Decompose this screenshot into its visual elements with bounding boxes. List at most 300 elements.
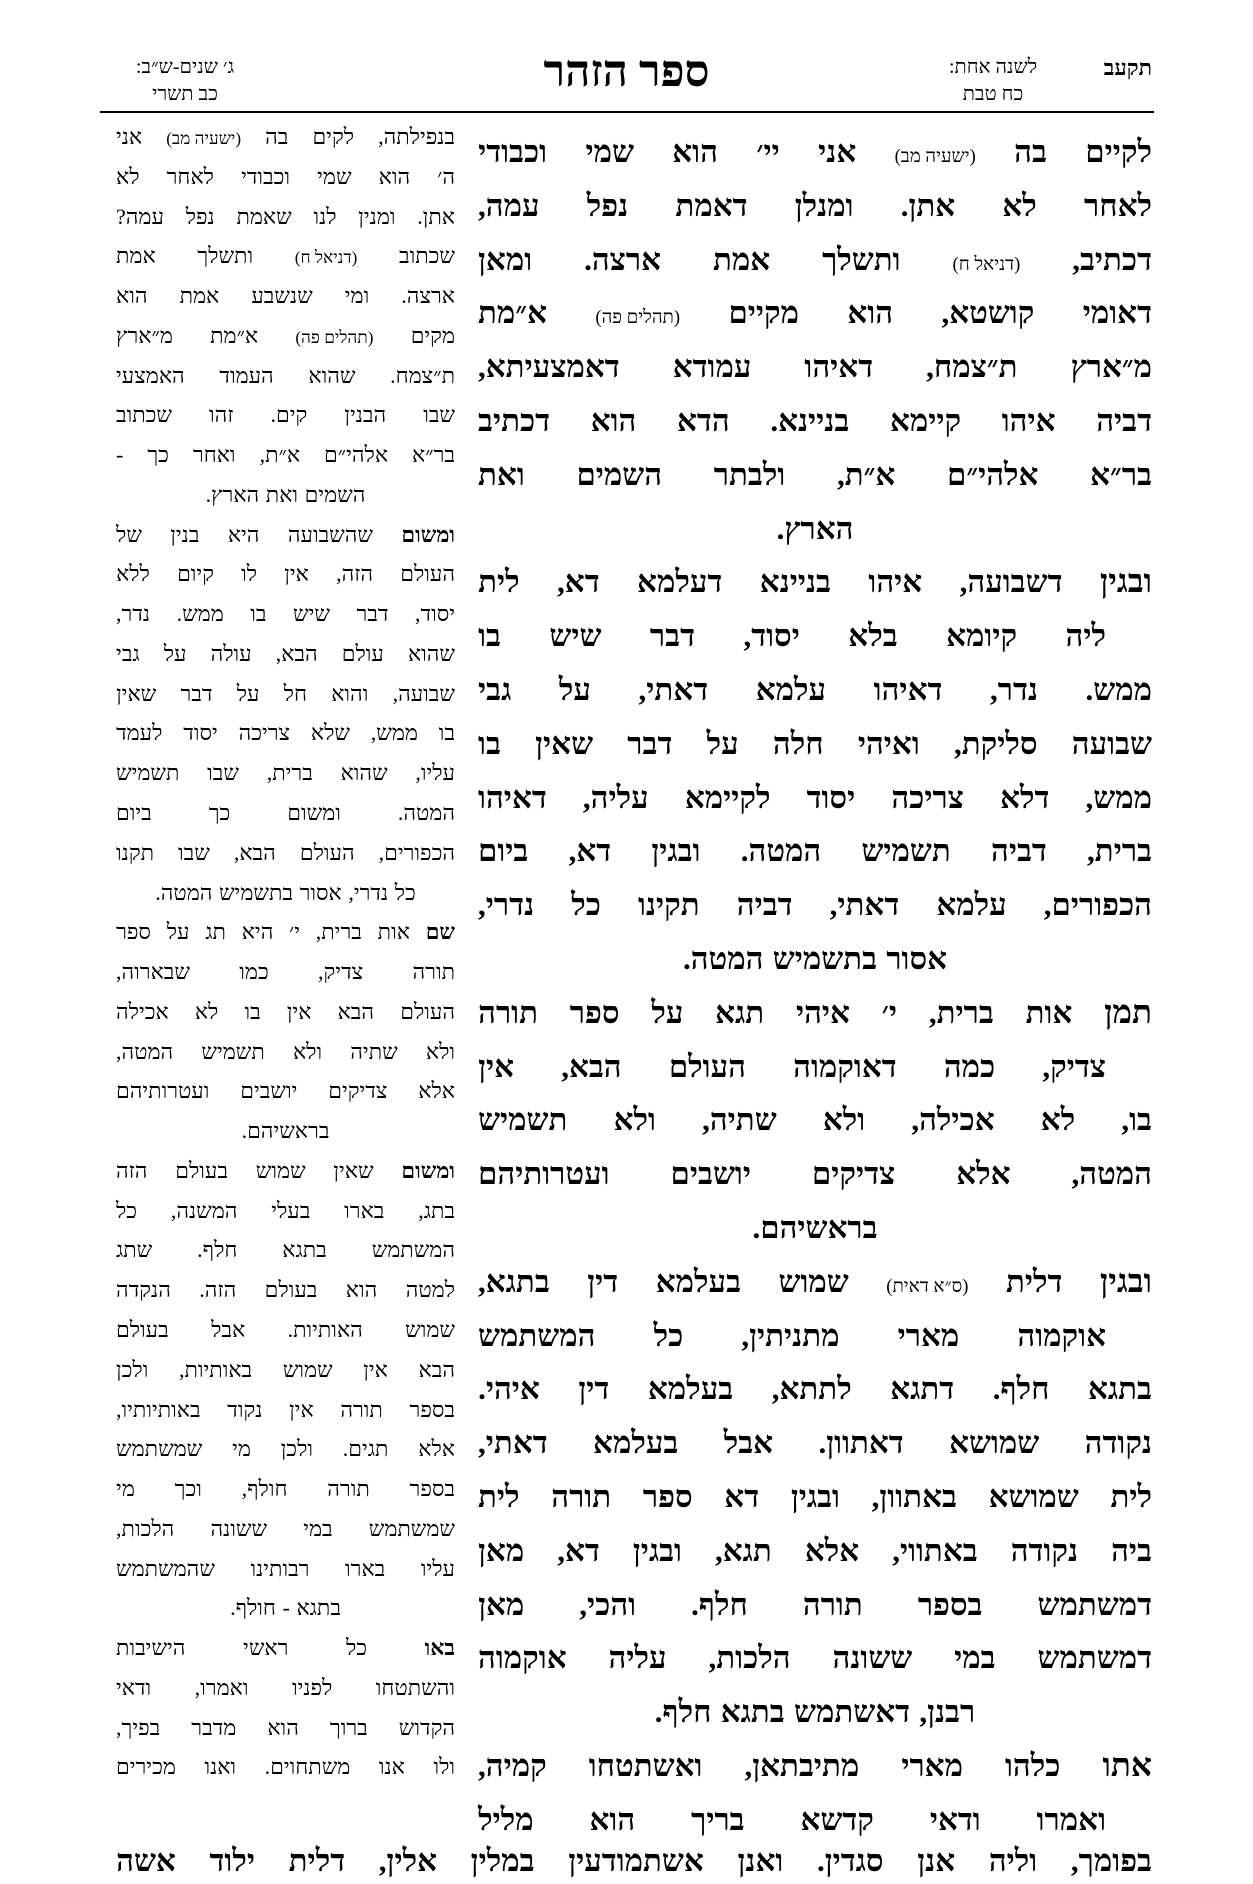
word: העולם xyxy=(668,1048,746,1084)
word: בראשיהם. xyxy=(752,1209,878,1245)
word: ומאן xyxy=(478,241,533,277)
translation-line xyxy=(116,554,455,594)
translation-line xyxy=(116,1191,455,1231)
zohar-line xyxy=(478,878,1152,932)
word: סליקת, xyxy=(954,725,1038,761)
word: הבא, xyxy=(233,839,276,865)
word: אבל xyxy=(723,1425,774,1461)
word: הבא xyxy=(337,998,375,1024)
word: הכפורים, xyxy=(1043,887,1152,923)
zohar-line xyxy=(478,1739,1152,1793)
word: בר״א xyxy=(1090,456,1152,492)
word: שמשתמש xyxy=(116,1436,203,1462)
word: נדרי, xyxy=(348,879,389,905)
zohar-closing-line xyxy=(116,1839,1152,1883)
translation-line xyxy=(116,873,455,913)
word: מתיבתאן, xyxy=(744,1747,860,1783)
word: אמת xyxy=(179,283,220,309)
word: בו xyxy=(250,601,267,627)
word: האותיות. xyxy=(287,1316,363,1342)
word: בו, xyxy=(1121,1102,1152,1138)
word: לקיימא xyxy=(684,779,771,815)
word: על xyxy=(163,640,187,666)
word: אתן. xyxy=(417,203,455,229)
word: המטה. xyxy=(740,833,822,869)
word: דאתוון. xyxy=(818,1425,904,1461)
word: על xyxy=(166,919,190,945)
word: יי׳ xyxy=(756,134,780,169)
word: תשמיש xyxy=(478,1102,568,1138)
zohar-line xyxy=(478,663,1152,717)
word: רבנן, xyxy=(919,1694,976,1730)
translation-line xyxy=(116,316,455,356)
word: דשבועה, xyxy=(959,564,1063,600)
word: אלא xyxy=(956,1156,1011,1192)
word: משתחוים. xyxy=(264,1754,351,1780)
word: בעלמא xyxy=(593,1425,679,1461)
word: ילוד xyxy=(209,1843,255,1878)
word: בניינא. xyxy=(770,402,850,438)
word: העולם xyxy=(400,561,455,587)
word: רבותינו xyxy=(250,1555,310,1581)
word: ולא xyxy=(292,1038,323,1064)
word: ביום xyxy=(116,800,152,826)
word: שבו xyxy=(178,839,210,865)
word: חולף, xyxy=(241,1476,288,1502)
word: שאין xyxy=(116,680,157,706)
word: קיימא xyxy=(889,402,962,438)
translation-line xyxy=(116,395,455,435)
translation-line xyxy=(116,753,455,793)
word: א״מת xyxy=(210,322,259,348)
word: השמים xyxy=(576,456,663,492)
word: הוא xyxy=(378,163,411,189)
word: אין xyxy=(289,1396,314,1422)
word: מקים xyxy=(410,322,455,348)
word: כל xyxy=(346,1635,368,1661)
word: הלכות, xyxy=(708,1640,791,1676)
word: בתגא xyxy=(1088,1371,1152,1407)
word: והשתטחו xyxy=(375,1674,455,1700)
word: שמושא xyxy=(949,1425,1040,1461)
word: יושבים xyxy=(670,1156,751,1192)
word: דכתיב xyxy=(478,402,551,438)
word: בלא xyxy=(848,618,898,654)
word: במלין xyxy=(470,1843,535,1878)
word: שמי xyxy=(317,163,352,189)
paragraph-opening-word: ומשום xyxy=(401,521,455,547)
word: דביה xyxy=(991,833,1047,869)
word: מליל xyxy=(478,1801,534,1837)
word: בספר xyxy=(409,1396,455,1422)
word: בנין xyxy=(170,521,200,547)
word: אין xyxy=(478,1048,514,1084)
word: תשמיש xyxy=(116,760,180,786)
word: צריכה xyxy=(891,779,964,815)
word: אלהי״ם xyxy=(324,442,389,468)
word: אנו xyxy=(378,1754,405,1780)
word: דאיהו xyxy=(804,349,874,385)
word: ואמרו xyxy=(1036,1801,1106,1837)
zohar-line xyxy=(478,125,1152,179)
word: המטה, xyxy=(116,1038,174,1064)
word: ה׳ xyxy=(437,163,455,189)
word: בר״א xyxy=(412,442,455,468)
word: ממש, xyxy=(370,720,418,746)
word: ולכן xyxy=(280,1436,313,1462)
word: היא xyxy=(227,521,260,547)
word: דאמת xyxy=(675,187,748,223)
word: בעולם xyxy=(116,1316,169,1342)
translation-line xyxy=(116,435,455,475)
word: דא, xyxy=(557,564,600,600)
word: בעלמא xyxy=(647,1371,734,1407)
word: אוקמוה xyxy=(1017,1317,1106,1353)
word: לאחר xyxy=(1084,187,1152,223)
word: ללא xyxy=(116,561,150,587)
word: עמה? xyxy=(116,203,164,229)
word: הבא, xyxy=(275,640,318,666)
word: לא xyxy=(194,998,219,1024)
word: תורה xyxy=(802,1586,863,1622)
word: קמיה, xyxy=(478,1747,547,1783)
word: ובגין xyxy=(790,1478,840,1514)
word: דאתי, xyxy=(638,671,709,707)
word: דאתי, xyxy=(829,887,900,923)
word: אין xyxy=(286,998,312,1024)
word: ומי xyxy=(344,283,370,309)
word: היא xyxy=(241,919,274,945)
word: שבועה xyxy=(1071,725,1152,761)
word: וכך xyxy=(174,1476,202,1502)
word: בתג, xyxy=(418,1197,455,1223)
translation-line xyxy=(116,1151,455,1191)
word: תשמיש xyxy=(861,833,951,869)
translation-line xyxy=(116,1588,455,1628)
verse-reference: (תהלים פה) xyxy=(295,327,374,347)
word: ברית, xyxy=(315,919,362,945)
word: ולא xyxy=(613,1102,656,1138)
word: חולף. xyxy=(230,1595,276,1621)
zohar-line xyxy=(478,932,1152,986)
word: נקודה xyxy=(1084,1425,1152,1461)
word: מ״ארץ xyxy=(1070,349,1152,385)
word: עמה, xyxy=(478,187,540,223)
word: חלה xyxy=(772,725,824,761)
word: כל xyxy=(571,887,601,923)
verse-reference: (ישעיה מב) xyxy=(894,146,976,167)
translation-line xyxy=(116,197,455,237)
word: כל xyxy=(394,879,416,905)
word: הבא xyxy=(418,1356,455,1382)
word: עליו, xyxy=(415,760,455,786)
word: בתגא xyxy=(720,1694,785,1730)
word: עליה, xyxy=(582,779,649,815)
word: ואחר xyxy=(192,442,236,468)
word: ודאי xyxy=(116,1674,152,1700)
word: למטה xyxy=(405,1277,455,1303)
page-number: תקעב xyxy=(1103,55,1152,80)
word: בארו xyxy=(344,1197,385,1223)
zohar-line xyxy=(478,340,1152,394)
word: דין xyxy=(587,1263,619,1299)
word: ספר xyxy=(642,1478,693,1514)
word: שמושא xyxy=(988,1478,1079,1514)
word: שהוא xyxy=(340,760,388,786)
translation-line xyxy=(116,276,455,316)
word: דין xyxy=(578,1371,610,1407)
translation-line xyxy=(116,1310,455,1350)
word: קדשא xyxy=(800,1801,874,1837)
zohar-aramaic-column xyxy=(478,125,1152,1847)
word: ודאי xyxy=(929,1801,981,1837)
word: דאשתמש xyxy=(794,1694,911,1730)
word: נקודה xyxy=(1010,1532,1079,1568)
word: ספר xyxy=(116,919,151,945)
word: תורה xyxy=(327,1476,370,1502)
word: שהשבועה xyxy=(287,521,373,547)
word: על xyxy=(236,680,260,706)
word: על xyxy=(706,725,739,761)
word: לנו xyxy=(313,203,337,229)
word: המשתמש xyxy=(371,1237,455,1263)
word: חלף. xyxy=(654,1694,712,1730)
translation-line xyxy=(116,1469,455,1509)
word: אלא xyxy=(804,1532,860,1568)
word: איהו xyxy=(868,564,923,600)
word: ואשתטחו xyxy=(588,1747,703,1783)
word: כמו xyxy=(239,959,269,985)
word: המטה, xyxy=(1071,1156,1152,1192)
header-rule xyxy=(100,111,1154,113)
word: הזה xyxy=(116,1157,148,1183)
word: עלמא xyxy=(936,887,1007,923)
zohar-line xyxy=(478,233,1152,287)
translation-line xyxy=(116,1230,455,1270)
paragraph-opening-word: ומשום xyxy=(401,1157,455,1183)
zohar-line xyxy=(478,1040,1106,1094)
word: אשתמודעין xyxy=(568,1843,704,1878)
word: תגים. xyxy=(342,1436,389,1462)
word: דתגא xyxy=(890,1371,955,1407)
translation-line xyxy=(116,1668,455,1708)
word: מי xyxy=(232,1436,251,1462)
word: הוא xyxy=(267,1714,299,1740)
zohar-line xyxy=(478,1309,1106,1363)
zohar-line xyxy=(478,1416,1152,1470)
word: הישיבות xyxy=(116,1635,186,1661)
word: דאמצעיתא, xyxy=(478,349,620,385)
word: חלף. xyxy=(691,1586,748,1622)
word: גבי xyxy=(116,640,140,666)
word: ליה xyxy=(1065,618,1106,654)
word: ת״צמח, xyxy=(926,349,1018,385)
word: אסור xyxy=(886,940,948,976)
word: ומנין xyxy=(358,203,396,229)
word: שמוש xyxy=(282,1356,333,1382)
verse-reference: (דניאל ח) xyxy=(952,253,1021,275)
word: מ״ארץ xyxy=(116,322,173,348)
word: נדרי, xyxy=(478,887,535,923)
word: שבו xyxy=(423,402,455,428)
word: שנשבע xyxy=(251,283,313,309)
word: בעולם xyxy=(175,1157,228,1183)
translation-line xyxy=(116,793,455,833)
word: חל xyxy=(283,680,307,706)
word: לית xyxy=(1110,1478,1152,1514)
word: אות xyxy=(1025,994,1073,1030)
word: לתתא, xyxy=(771,1371,852,1407)
word: יסוד, xyxy=(415,601,455,627)
translation-line xyxy=(116,356,455,396)
word: מארי xyxy=(897,1317,960,1353)
word: א״מת xyxy=(478,295,547,331)
word: המטה. xyxy=(682,940,764,976)
word: ואת xyxy=(478,456,525,492)
word: הוא xyxy=(590,402,637,438)
word: חלף. xyxy=(992,1371,1050,1407)
word: עלמא xyxy=(755,671,827,707)
word: אלהי״ם xyxy=(946,456,1039,492)
word: יסוד xyxy=(183,720,218,746)
word: בספר xyxy=(409,1476,455,1502)
word: בריך xyxy=(691,1801,745,1837)
word: דבר xyxy=(356,601,389,627)
word: השמים xyxy=(304,481,366,507)
word: שכתוב xyxy=(399,243,455,269)
translation-line xyxy=(116,1509,455,1549)
word: דאומי xyxy=(1082,295,1152,331)
word: שבועה, xyxy=(392,680,455,706)
translation-line xyxy=(116,475,455,515)
word: יסוד, xyxy=(743,618,800,654)
word: הוא xyxy=(589,1801,636,1837)
zohar-line xyxy=(478,1631,1152,1685)
word: אלין, xyxy=(378,1843,437,1878)
word: דלא xyxy=(1000,779,1050,815)
word: הארץ. xyxy=(205,481,260,507)
word: לעמד xyxy=(116,720,163,746)
word: ואנו xyxy=(204,1754,237,1780)
word: דלית xyxy=(1005,1263,1063,1299)
word: קושטא, xyxy=(941,295,1035,331)
word: - xyxy=(116,442,124,468)
word: כלהו xyxy=(1005,1747,1061,1783)
word: ואנן xyxy=(737,1843,784,1878)
word: תורה xyxy=(478,994,539,1030)
word: על xyxy=(651,994,684,1030)
word: על xyxy=(558,671,591,707)
paragraph-opening-word: ובגין xyxy=(1099,564,1152,601)
translation-line xyxy=(116,1708,455,1748)
word: איהי. xyxy=(478,1371,540,1407)
word: לקים xyxy=(312,124,355,149)
translation-line xyxy=(116,1429,455,1469)
translation-line xyxy=(116,1032,455,1072)
word: ששונה xyxy=(210,1515,268,1541)
word: אמת xyxy=(712,241,771,277)
word: בו xyxy=(244,998,261,1024)
word: בה xyxy=(265,124,289,149)
translation-line xyxy=(116,952,455,992)
word: במי xyxy=(303,1515,333,1541)
word: סגדין. xyxy=(816,1843,884,1878)
translation-line xyxy=(116,992,455,1032)
word: שהמשתמש xyxy=(116,1555,215,1581)
zohar-line xyxy=(478,179,1152,233)
word: באתווי, xyxy=(892,1532,978,1568)
word: צדיק, xyxy=(1042,1048,1106,1084)
word: דמשתמש xyxy=(1037,1586,1152,1622)
word: בעלמא xyxy=(655,1263,742,1299)
word: ומשום xyxy=(287,800,341,826)
word: דבר xyxy=(649,618,695,654)
word: שאמת xyxy=(236,203,292,229)
word: לקיים xyxy=(1085,134,1152,169)
word: דאיהו xyxy=(873,671,943,707)
running-head-left-label: ג׳ שנים-ש״ב: xyxy=(135,56,235,78)
word: בפומך, xyxy=(1070,1843,1152,1878)
word: אני xyxy=(116,124,143,149)
word: אוקמוה xyxy=(478,1640,567,1676)
word: ותשלך xyxy=(197,243,254,269)
word: בתשמיש xyxy=(218,879,293,905)
word: אין xyxy=(284,561,309,587)
word: תורה xyxy=(412,959,455,985)
word: בעולם xyxy=(264,1277,318,1303)
running-head-left-date: כב תשרי xyxy=(152,83,218,105)
word: לא xyxy=(1002,187,1037,223)
word: הבנין xyxy=(344,402,387,428)
word: דאוקמוה xyxy=(793,1048,897,1084)
word: לאחר xyxy=(166,163,214,189)
word: שמי xyxy=(585,134,634,169)
word: ולא xyxy=(822,1102,866,1138)
translation-line xyxy=(116,1071,455,1111)
translation-line xyxy=(116,1628,455,1668)
word: כל xyxy=(653,1317,684,1353)
word: תקנו xyxy=(116,839,155,865)
word: ששונה xyxy=(832,1640,913,1676)
word: ולכן xyxy=(116,1356,149,1382)
word: לפניו xyxy=(291,1674,333,1700)
word: אכילה, xyxy=(911,1102,995,1138)
word: וכבודי xyxy=(478,134,548,169)
word: שמשתמש xyxy=(368,1515,455,1541)
word: שבארוה, xyxy=(116,959,190,985)
word: דביה xyxy=(736,887,793,923)
word: שתג xyxy=(116,1237,153,1263)
paragraph-opening-word: שם xyxy=(425,919,455,945)
word: מקיים xyxy=(728,295,800,331)
word: ממש, xyxy=(1085,779,1152,815)
word: ולו xyxy=(433,1754,455,1780)
word: והוא xyxy=(331,680,369,706)
word: ברוך xyxy=(329,1714,368,1740)
word: הנקדה xyxy=(116,1277,171,1303)
word: בספר xyxy=(917,1586,983,1622)
running-head-left xyxy=(110,54,260,108)
word: ת״צמח. xyxy=(390,362,455,388)
word: אנן xyxy=(917,1843,956,1878)
word: י׳ xyxy=(289,919,300,945)
word: שבו xyxy=(207,760,239,786)
zohar-line xyxy=(478,1470,1152,1524)
word: אשה xyxy=(116,1843,176,1878)
word: איהי xyxy=(795,994,850,1030)
word: ממש. xyxy=(176,601,224,627)
running-head-right-date: כח טבת xyxy=(962,83,1024,105)
